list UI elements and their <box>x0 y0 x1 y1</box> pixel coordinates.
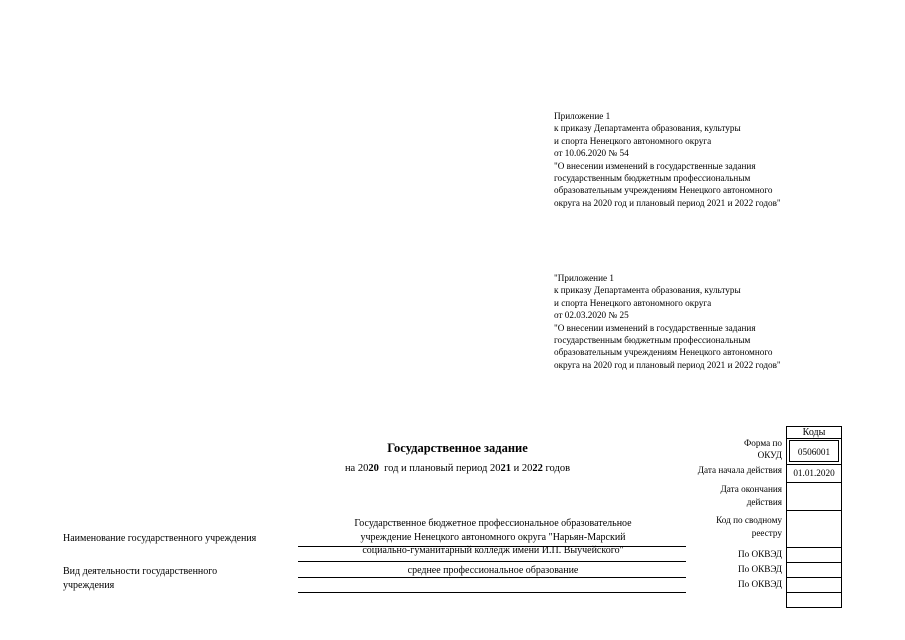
institution-name-line: социально-гуманитарный колледж имени И.П. Выучейского" <box>362 545 624 556</box>
annex-previous-line: государственным бюджетным профессиональным <box>554 334 751 345</box>
annex-current-line: Приложение 1 <box>554 111 611 121</box>
annex-previous-line: "О внесении изменений в государственные задания <box>554 322 756 333</box>
okved-label: По ОКВЭД <box>738 564 782 574</box>
annex-previous-line: образовательным учреждениям Ненецкого автономного <box>554 347 773 358</box>
row-divider <box>787 562 841 563</box>
plan-period <box>330 463 585 474</box>
start-date-label: Дата начала действия <box>697 465 782 475</box>
row-divider <box>787 438 841 439</box>
annex-current-line: и спорта Ненецкого автономного округа <box>554 135 712 146</box>
form-okud-value: 0506001 <box>789 440 839 462</box>
end-date-label: Дата окончания <box>720 484 782 494</box>
annex-previous-line: округа на 2020 год и плановый период 2021 и 2022 годов" <box>554 359 781 370</box>
end-date-label: действия <box>746 497 782 507</box>
underline <box>298 546 686 547</box>
annex-current-line: округа на 2020 год и плановый период 2021 и 2022 годов" <box>554 197 781 208</box>
row-divider <box>787 577 841 578</box>
period-text: годов <box>542 463 571 474</box>
row-divider <box>787 482 841 483</box>
period-year: 20 <box>368 463 379 474</box>
annex-current-line: государственным бюджетным профессиональным <box>554 172 751 183</box>
annex-current <box>554 110 781 209</box>
annex-previous-line: к приказу Департамента образования, культуры <box>554 285 741 296</box>
okved-label: По ОКВЭД <box>738 549 782 559</box>
form-okud-label: Форма по <box>744 438 782 448</box>
codes-table <box>786 426 842 608</box>
row-divider <box>787 592 841 593</box>
activity-label: Вид деятельности государственного <box>63 566 218 577</box>
form-okud-label: ОКУД <box>757 450 782 460</box>
annex-previous-line: "Приложение 1 <box>554 273 614 283</box>
underline <box>298 577 686 578</box>
annex-current-line: "О внесении изменений в государственные задания <box>554 160 756 171</box>
annex-previous-line: от 02.03.2020 № 25 <box>554 310 629 321</box>
annex-previous-line: и спорта Ненецкого автономного округа <box>554 297 712 308</box>
annex-current-line: к приказу Департамента образования, культуры <box>554 123 741 134</box>
start-date-value: 01.01.2020 <box>793 468 835 478</box>
registry-code-label: реестру <box>751 528 782 538</box>
annex-current-line: образовательным учреждениям Ненецкого автономного <box>554 185 773 196</box>
annex-previous <box>554 272 781 371</box>
period-text: год и плановый период 20 <box>378 463 501 474</box>
institution-name-line: Государственное бюджетное профессиональное образовательное <box>354 518 632 529</box>
institution-name <box>300 517 686 558</box>
period-year: 22 <box>532 463 543 474</box>
row-divider <box>787 510 841 511</box>
institution-name-line: учреждение Ненецкого автономного округа "Нарьян-Марский <box>360 531 626 543</box>
annex-current-line: от 10.06.2020 № 54 <box>554 148 629 159</box>
document-title: Государственное задание <box>387 441 528 455</box>
period-year: 21 <box>500 463 512 474</box>
activity-label: учреждения <box>63 580 115 591</box>
underline <box>298 592 686 593</box>
period-text: и 20 <box>511 463 533 474</box>
institution-name-label: Наименование государственного учреждения <box>63 533 257 544</box>
period-text: на 20 <box>344 463 369 474</box>
row-divider <box>787 547 841 548</box>
codes-header: Коды <box>802 427 826 438</box>
activity-value: среднее профессиональное образование <box>407 565 579 576</box>
okved-label: По ОКВЭД <box>738 579 782 589</box>
registry-code-label: Код по сводному <box>716 515 782 525</box>
underline <box>298 561 686 562</box>
